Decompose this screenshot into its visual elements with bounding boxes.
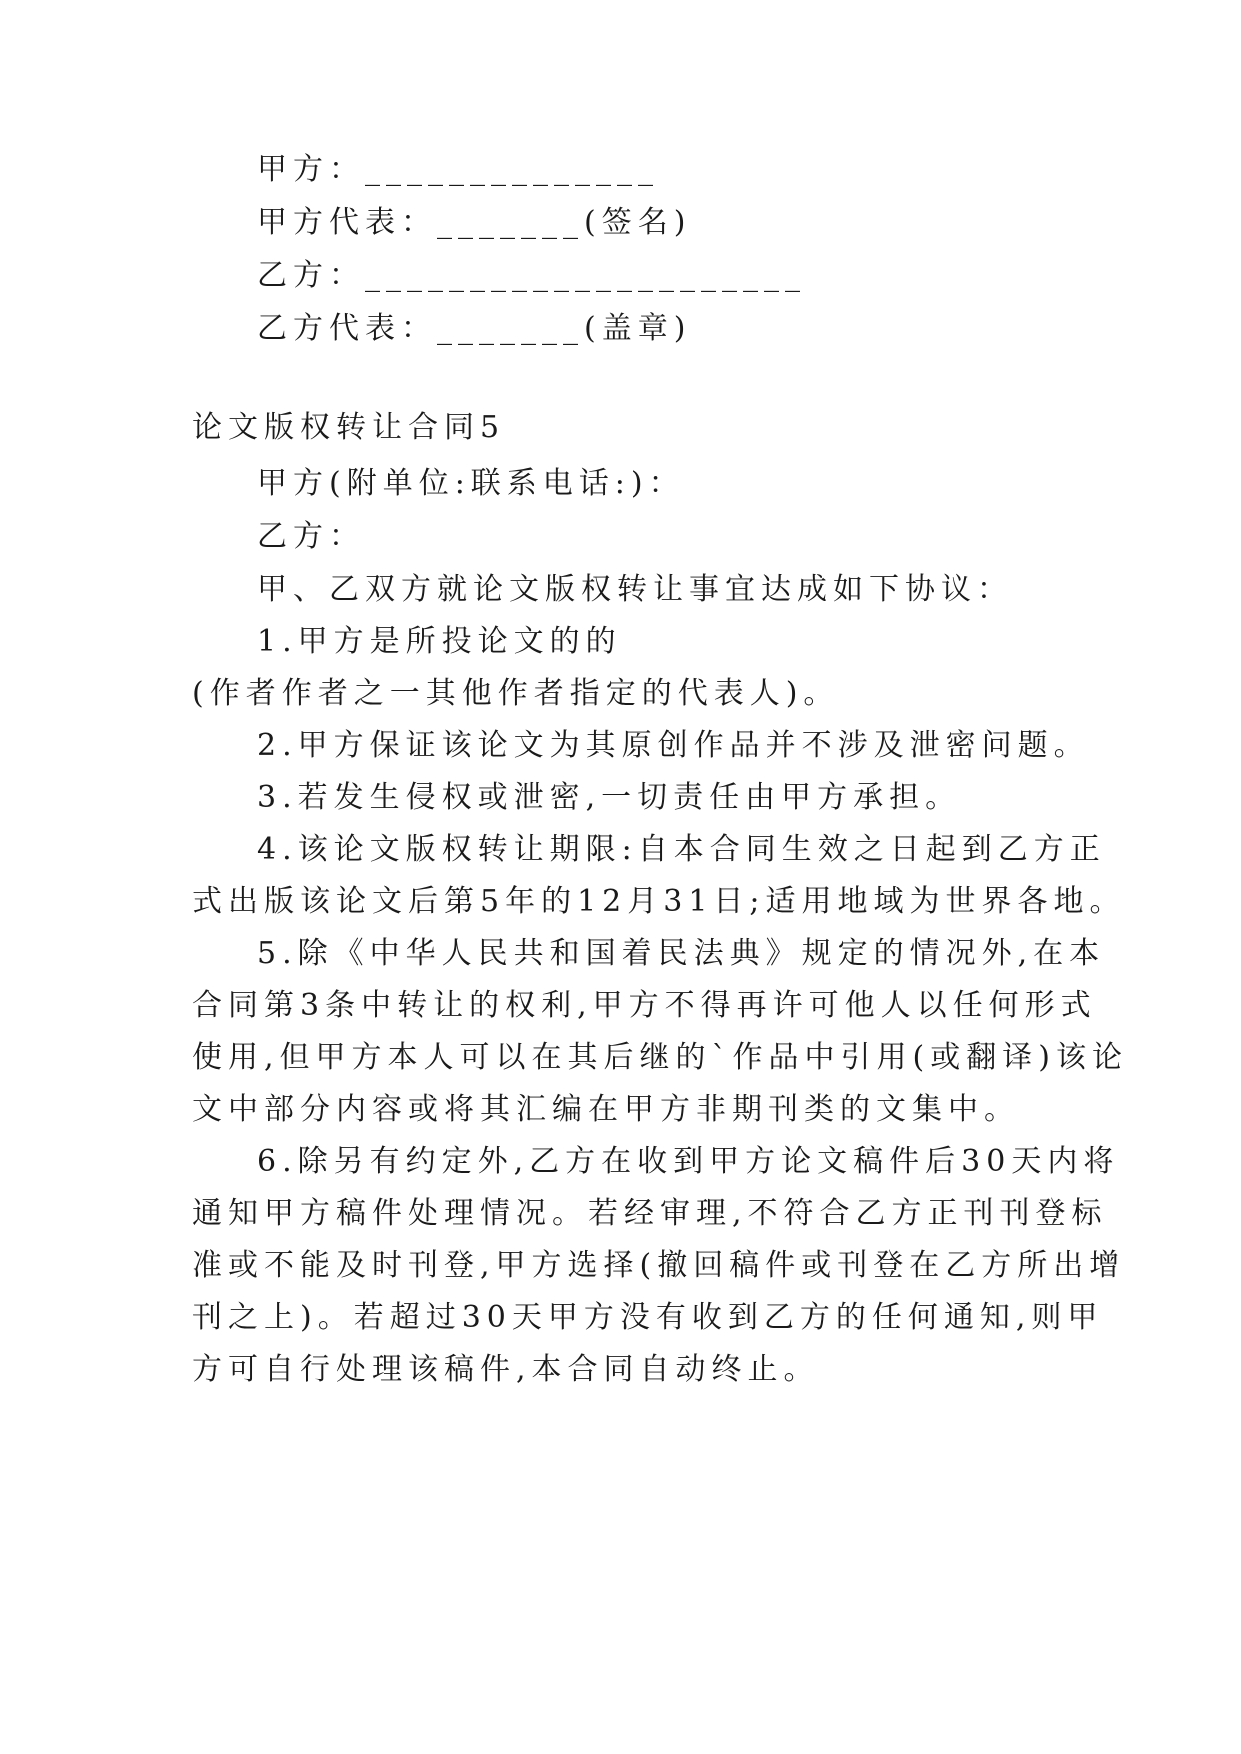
signature-party-a: 甲方：______________ [257,152,659,187]
signature-party-a-rep: 甲方代表：_______(签名) [257,205,692,240]
contract-party-a: 甲方(附单位:联系电话:)： [257,466,685,501]
contract-party-b: 乙方： [257,519,365,554]
contract-line: 使用,但甲方本人可以在其后继的`作品中引用(或翻译)该论 [192,1040,1128,1075]
contract-line: 合同第3条中转让的权利,甲方不得再许可他人以任何形式 [192,988,1097,1023]
contract-intro: 甲、乙双方就论文版权转让事宜达成如下协议： [257,572,1013,607]
contract-line: 5.除《中华人民共和国着民法典》规定的情况外,在本 [257,936,1106,971]
contract-line: (作者作者之一其他作者指定的代表人)。 [192,676,840,711]
contract-line: 通知甲方稿件处理情况。若经审理,不符合乙方正刊刊登标 [192,1196,1108,1231]
contract-line: 2.甲方保证该论文为其原创作品并不涉及泄密问题。 [257,728,1090,763]
contract-line: 文中部分内容或将其汇编在甲方非期刊类的文集中。 [192,1092,1020,1127]
contract-line: 6.除另有约定外,乙方在收到甲方论文稿件后30天内将 [257,1144,1120,1179]
contract-line: 方可自行处理该稿件,本合同自动终止。 [192,1352,820,1387]
contract-line: 1.甲方是所投论文的的 [257,624,622,659]
contract-title: 论文版权转让合同5 [192,410,506,445]
contract-line: 3.若发生侵权或泄密,一切责任由甲方承担。 [257,780,962,815]
signature-party-b: 乙方：_____________________ [257,258,806,293]
contract-line: 刊之上)。若超过30天甲方没有收到乙方的任何通知,则甲 [192,1300,1104,1335]
contract-line: 4.该论文版权转让期限:自本合同生效之日起到乙方正 [257,832,1106,867]
contract-line: 准或不能及时刊登,甲方选择(撤回稿件或刊登在乙方所出增 [192,1248,1126,1283]
signature-party-b-rep: 乙方代表：_______(盖章) [257,311,692,346]
contract-line: 式出版该论文后第5年的12月31日;适用地域为世界各地。 [192,884,1126,919]
